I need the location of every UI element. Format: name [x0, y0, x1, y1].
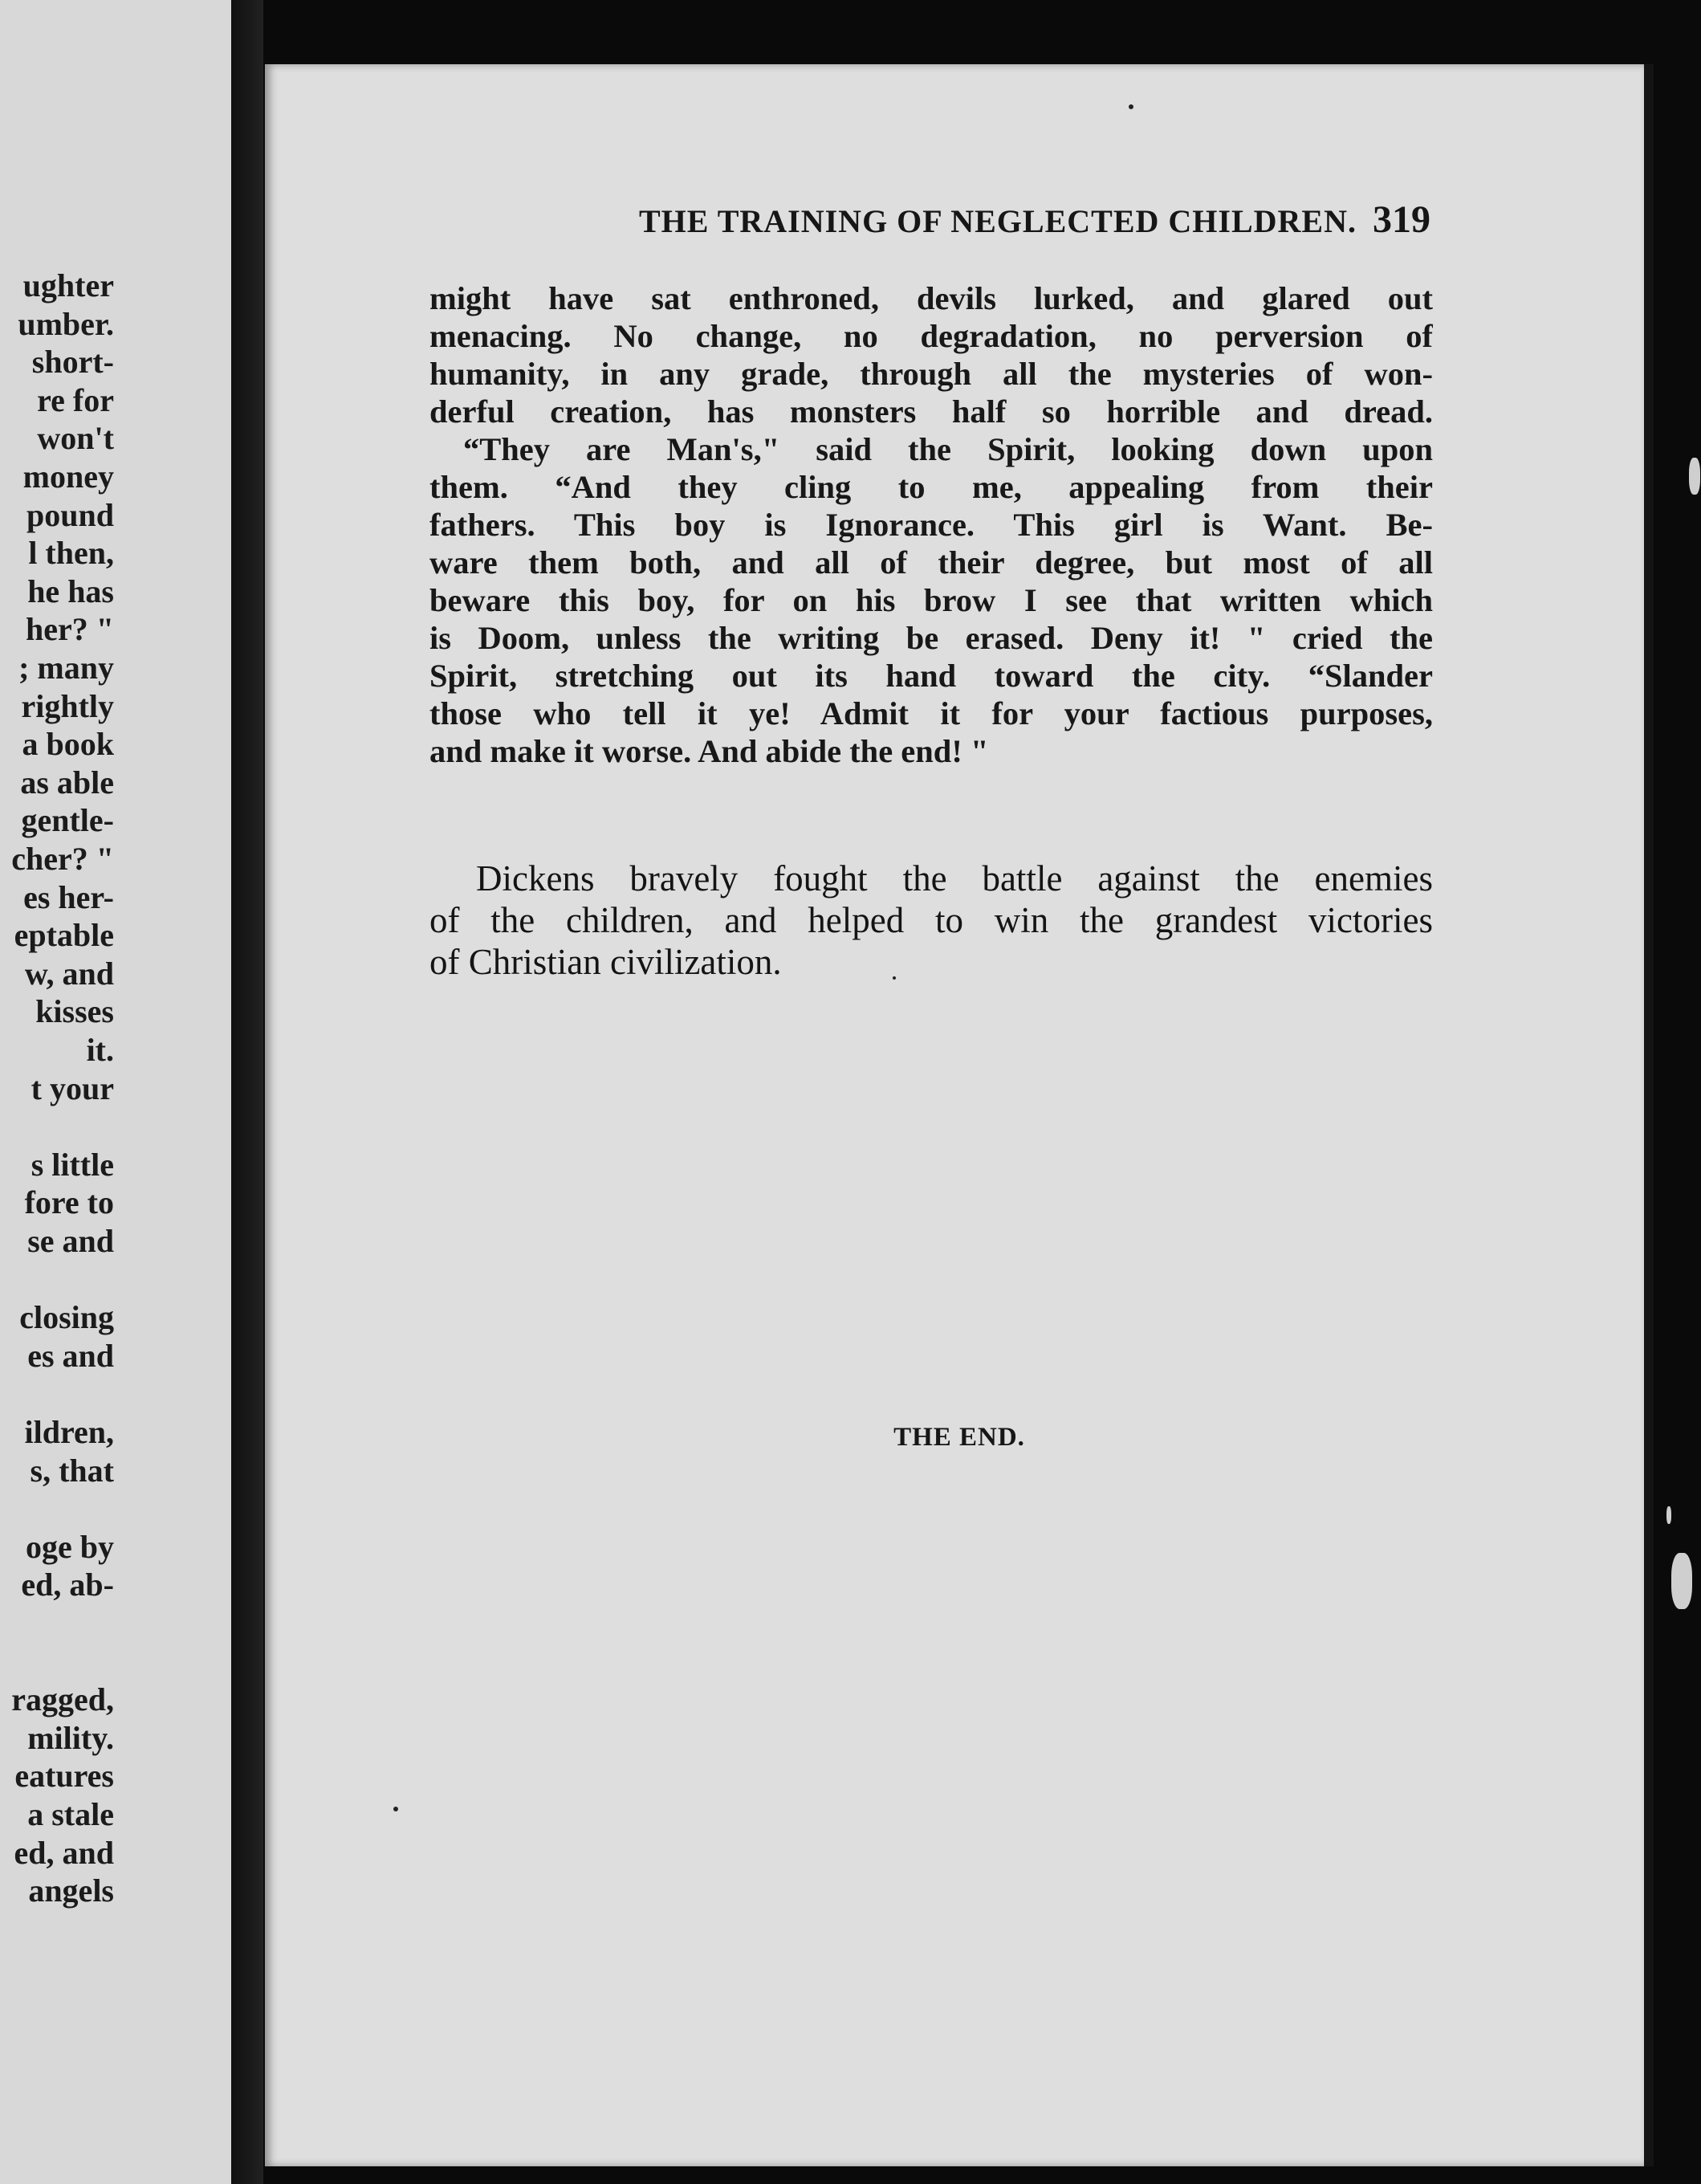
previous-page-line: it. [86, 1032, 114, 1068]
previous-page-line: closing [19, 1299, 114, 1336]
quote-line: those who tell it ye! Admit it for your factious purposes, [429, 695, 1433, 731]
quote-line: them. “And they cling to me, appealing from their [429, 469, 1433, 505]
previous-page-line: ughter [22, 267, 114, 304]
closing-line: Dickens bravely fought the battle against the enemies [476, 858, 1433, 898]
page-number: 319 [1373, 198, 1430, 241]
previous-page-line: eatures [14, 1758, 114, 1795]
previous-page-line: ; many [18, 650, 114, 686]
previous-page-line: w, and [24, 955, 114, 992]
quote-line: and make it worse. And abide the end! " [429, 733, 989, 769]
previous-page-line: kisses [35, 993, 114, 1030]
previous-page-line: ed, ab- [21, 1567, 114, 1603]
closing-paragraph [429, 858, 1433, 983]
previous-page-line: her? " [26, 611, 114, 648]
previous-page-text [0, 0, 231, 2184]
previous-page-line: rightly [21, 687, 114, 724]
previous-page-line: ragged, [11, 1681, 114, 1718]
quote-line: beware this boy, for on his brow I see that written which [429, 582, 1433, 618]
running-head: THE TRAINING OF NEGLECTED CHILDREN. [638, 203, 1357, 239]
edge-artifact [1689, 458, 1700, 495]
the-end-label: THE END. [893, 1423, 1025, 1452]
previous-page-line: umber. [18, 305, 114, 342]
quote-line: menacing. No change, no degradation, no perversion of [429, 318, 1433, 354]
quote-line: “They are Man's," said the Spirit, looking down upon [463, 431, 1433, 467]
quote-line: ware them both, and all of their degree, but most of all [429, 544, 1433, 581]
previous-page-line: a stale [27, 1796, 114, 1832]
previous-page-fragment [0, 0, 231, 2184]
previous-page-line: short- [31, 344, 114, 381]
previous-page-line: a book [22, 726, 114, 763]
previous-page-line: s, that [30, 1452, 114, 1489]
scan-right-edge [1654, 0, 1701, 2184]
quote-line: derful creation, has monsters half so horrible and dread. [429, 393, 1433, 430]
page-319 [265, 64, 1655, 2166]
previous-page-line: es her- [23, 878, 114, 915]
previous-page-line: pound [26, 496, 114, 533]
previous-page-line: t your [31, 1070, 114, 1106]
previous-page-line: se and [27, 1223, 114, 1259]
previous-page-line: gentle- [21, 802, 114, 839]
scan-speck [393, 1807, 398, 1811]
scan-speck [1129, 104, 1133, 109]
previous-page-line: mility. [27, 1719, 114, 1756]
previous-page-line: he has [27, 572, 114, 609]
quote-line: fathers. This boy is Ignorance. This girl is Want. Be- [429, 507, 1433, 543]
previous-page-line: ildren, [24, 1414, 114, 1450]
previous-page-line: cher? " [11, 841, 114, 877]
quote-line: is Doom, unless the writing be erased. Deny it! " cried the [429, 620, 1433, 656]
closing-line: of Christian civilization. [429, 942, 782, 982]
previous-page-line: as able [20, 764, 114, 801]
previous-page-line: l then, [28, 535, 114, 572]
page-header [265, 198, 1430, 242]
quoted-passage [429, 279, 1433, 770]
book-gutter [231, 0, 263, 2184]
previous-page-line: eptable [14, 917, 114, 954]
closing-line: of the children, and helped to win the grandest victories [429, 900, 1433, 940]
edge-artifact [1666, 1506, 1671, 1524]
previous-page-line: es and [27, 1337, 114, 1374]
previous-page-line: s little [31, 1146, 114, 1183]
quote-line: might have sat enthroned, devils lurked, and glared out [429, 280, 1433, 316]
previous-page-line: won't [37, 420, 114, 457]
previous-page-line: oge by [26, 1528, 114, 1565]
quote-line: humanity, in any grade, through all the mysteries of won- [429, 356, 1433, 392]
previous-page-line: ed, and [14, 1834, 114, 1871]
previous-page-line: angels [28, 1872, 114, 1909]
quote-line: Spirit, stretching out its hand toward the city. “Slander [429, 658, 1433, 694]
scan-speck [893, 976, 896, 980]
edge-artifact [1671, 1553, 1692, 1609]
previous-page-line: money [22, 458, 114, 495]
previous-page-line: re for [37, 381, 114, 418]
previous-page-line: fore to [24, 1184, 114, 1221]
